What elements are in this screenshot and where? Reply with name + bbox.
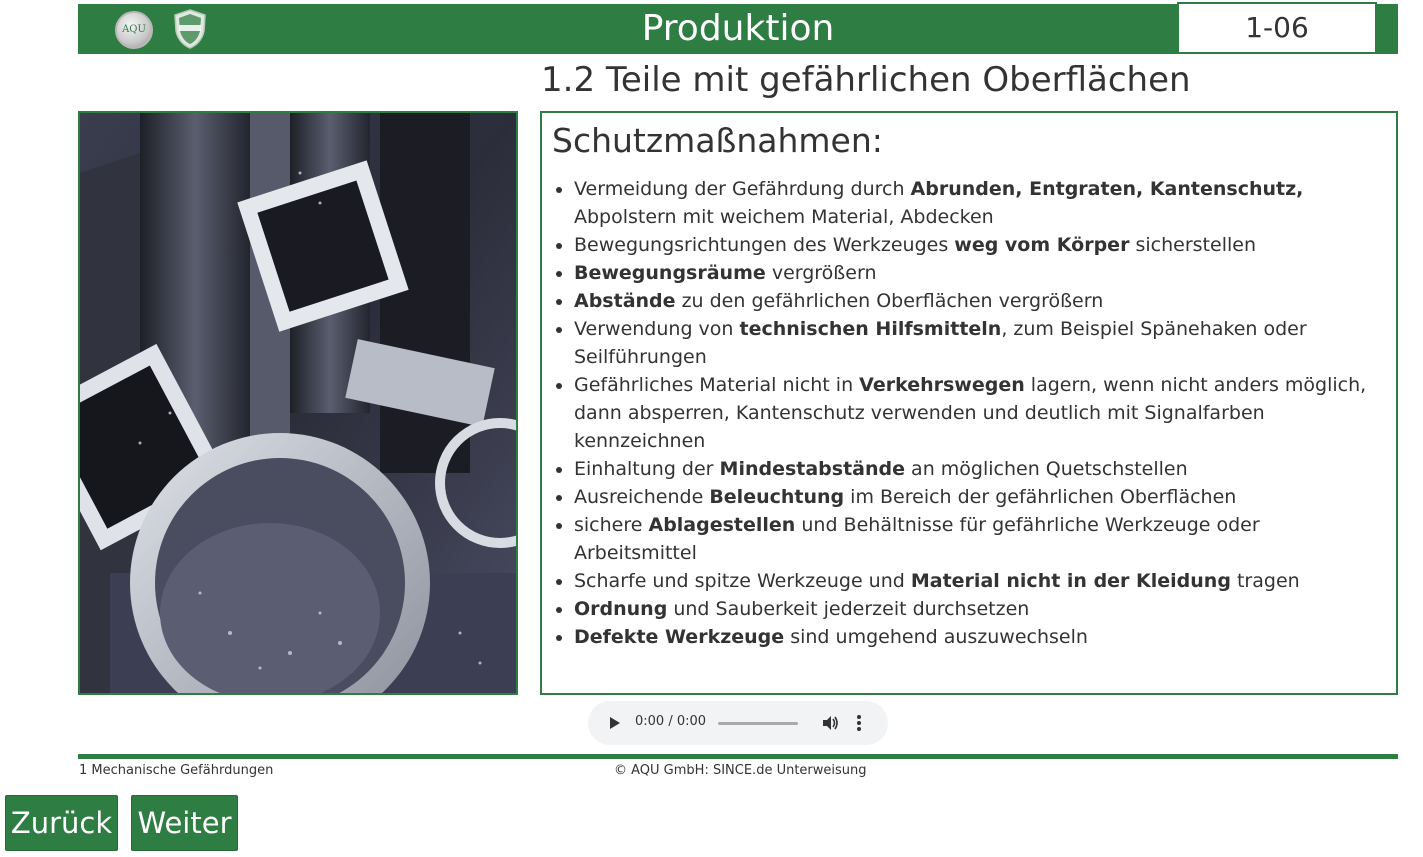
measure-text: Bewegungsrichtungen des Werkzeuges xyxy=(574,234,955,256)
measure-item xyxy=(574,483,1388,511)
measure-text: sind umgehend auszuwechseln xyxy=(784,626,1088,648)
measure-emphasis: Beleuchtung xyxy=(709,486,845,508)
measure-item xyxy=(574,371,1388,455)
metal-profiles-illustration xyxy=(80,113,516,693)
measure-text: sicherstellen xyxy=(1129,234,1256,256)
metal-profiles-photo xyxy=(78,111,518,695)
measure-emphasis: Mindestabstände xyxy=(719,458,906,480)
measure-text: vergrößern xyxy=(765,262,877,284)
measure-item xyxy=(574,623,1388,651)
footer-divider xyxy=(78,754,1398,759)
play-icon[interactable] xyxy=(610,717,620,729)
measure-emphasis: Verkehrswegen xyxy=(859,374,1025,396)
audio-time: 0:00 / 0:00 xyxy=(635,714,707,729)
measure-item xyxy=(574,595,1388,623)
measure-text: an möglichen Quetschstellen xyxy=(905,458,1188,480)
audio-player[interactable] xyxy=(588,701,888,745)
measure-emphasis: Ablagestellen xyxy=(648,514,796,536)
measure-text: Abpolstern mit weichem Material, Abdecken xyxy=(574,206,994,228)
measure-text: Einhaltung der xyxy=(574,458,720,480)
measure-emphasis: Bewegungsräume xyxy=(574,262,766,284)
panel-heading: Schutzmaßnahmen: xyxy=(552,121,883,160)
measure-text: im Bereich der gefährlichen Oberflächen xyxy=(844,486,1237,508)
aqu-logo-text: AQU xyxy=(122,24,146,35)
measure-text: Scharfe und spitze Werkzeuge und xyxy=(574,570,911,592)
measure-text: lagern, wenn nicht anders möglich, dann absperren, Kantenschutz verwenden und deutlich mit Signalfarben kennzeichnen xyxy=(574,374,1367,452)
page-number-badge: 1-06 xyxy=(1177,2,1377,54)
slide-subtitle: 1.2 Teile mit gefährlichen Oberflächen xyxy=(541,60,1191,100)
measure-item xyxy=(574,567,1388,595)
measure-text: Vermeidung der Gefährdung durch xyxy=(574,178,911,200)
next-button[interactable]: Weiter xyxy=(131,795,238,851)
measure-text: sichere xyxy=(574,514,649,536)
measure-emphasis: Ordnung xyxy=(574,598,668,620)
page-title: Produktion xyxy=(641,8,835,49)
safety-shield-logo xyxy=(173,9,207,49)
measure-text: zu den gefährlichen Oberflächen vergrößern xyxy=(675,290,1104,312)
protective-measures-panel xyxy=(540,111,1398,695)
measure-item xyxy=(574,231,1388,259)
measure-text: tragen xyxy=(1230,570,1300,592)
chapter-label: 1 Mechanische Gefährdungen xyxy=(79,763,274,778)
measures-list xyxy=(552,175,1388,651)
back-button[interactable]: Zurück xyxy=(5,795,118,851)
measure-item xyxy=(574,259,1388,287)
measure-text: Ausreichende xyxy=(574,486,710,508)
volume-icon[interactable] xyxy=(821,714,839,732)
measure-text: und Behältnisse für gefährliche Werkzeuge oder Arbeitsmittel xyxy=(574,514,1260,564)
measure-item xyxy=(574,175,1388,231)
measure-emphasis: technischen Hilfsmitteln xyxy=(739,318,1002,340)
aqu-logo xyxy=(115,11,153,49)
measure-emphasis: weg vom Körper xyxy=(954,234,1130,256)
more-options-icon[interactable] xyxy=(856,714,862,732)
measure-emphasis: Defekte Werkzeuge xyxy=(574,626,785,648)
measure-text: Gefährliches Material nicht in xyxy=(574,374,860,396)
measure-item xyxy=(574,315,1388,371)
measure-emphasis: Abstände xyxy=(574,290,676,312)
measure-emphasis: Abrunden, Entgraten, Kantenschutz, xyxy=(910,178,1304,200)
header-bar xyxy=(78,4,1398,54)
audio-progress-track[interactable] xyxy=(718,722,798,725)
measure-item xyxy=(574,455,1388,483)
measure-emphasis: Material nicht in der Kleidung xyxy=(910,570,1231,592)
copyright-text: © AQU GmbH: SINCE.de Unterweisung xyxy=(614,763,867,778)
measure-item xyxy=(574,511,1388,567)
measure-text: , zum Beispiel Spänehaken oder Seilführungen xyxy=(574,318,1307,368)
measure-item xyxy=(574,287,1388,315)
measure-text: und Sauberkeit jederzeit durchsetzen xyxy=(667,598,1030,620)
measure-text: Verwendung von xyxy=(574,318,740,340)
